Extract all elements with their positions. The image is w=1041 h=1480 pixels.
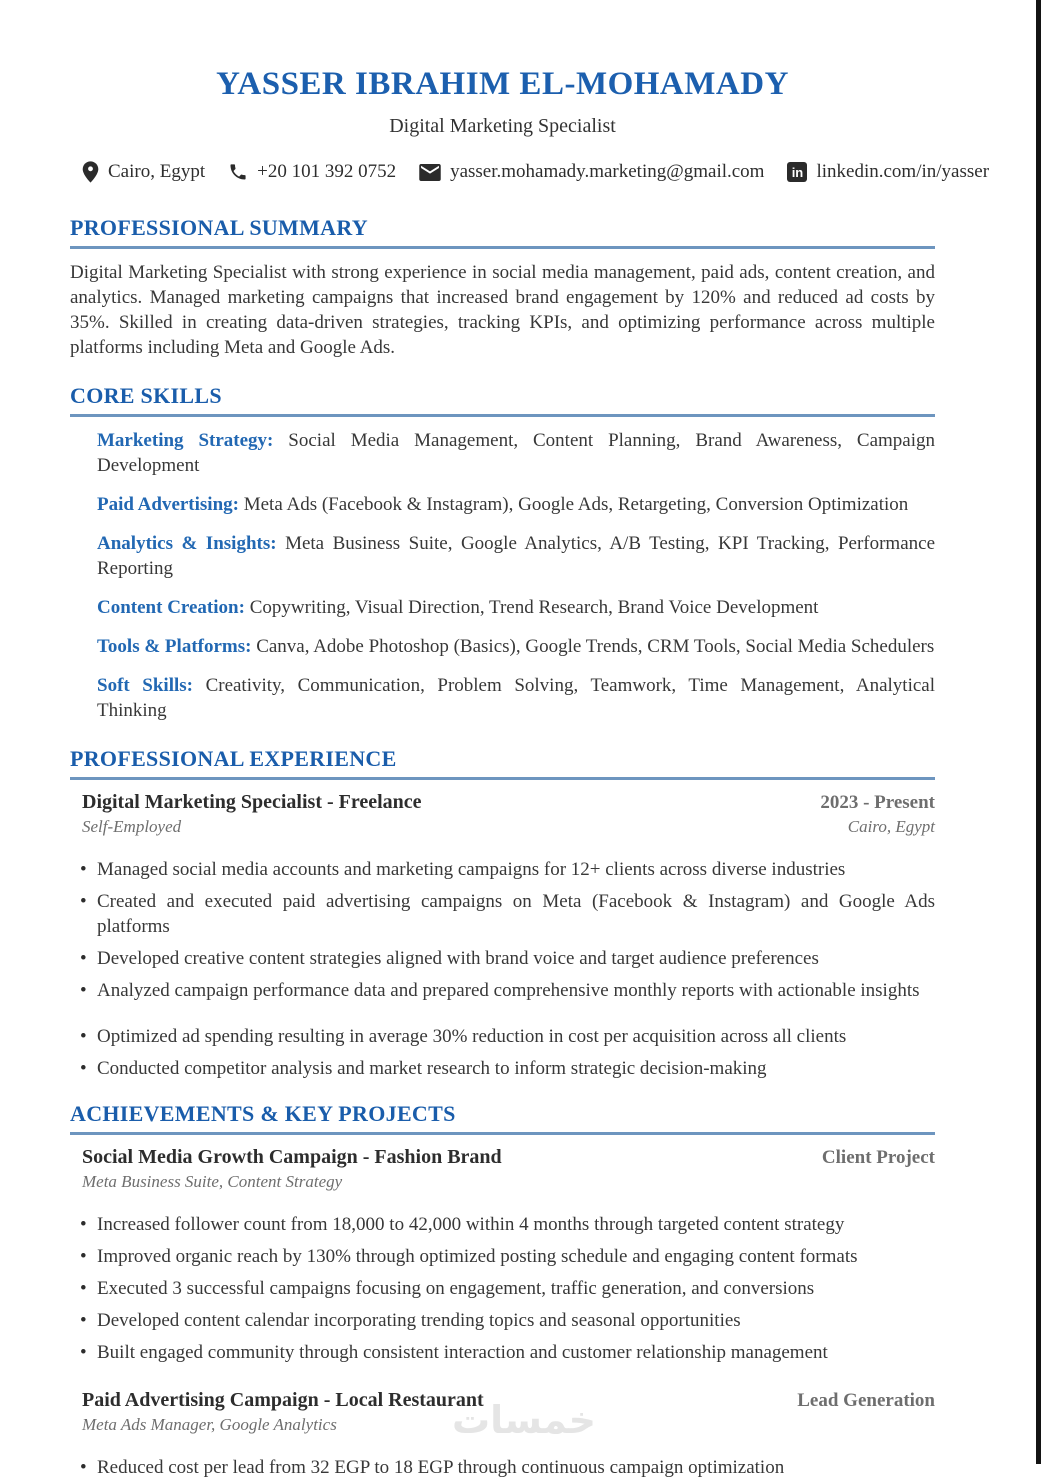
section-rule (70, 246, 935, 249)
skill-item-marketing-strategy (70, 428, 935, 478)
experience-bullet: • Conducted competitor analysis and market research to inform strategic decision-making (70, 1056, 935, 1081)
skill-item-content-creation (70, 595, 935, 620)
project-bullet: • Increased follower count from 18,000 to 42,000 within 4 months through targeted content strategy (70, 1212, 935, 1237)
contact-phone-text: +20 101 392 0752 (257, 161, 397, 183)
contact-row (82, 161, 990, 183)
project-entry-head (70, 1146, 935, 1169)
skill-text: Copywriting, Visual Direction, Trend Research, Brand Voice Development (249, 597, 819, 619)
project-bullet-list (70, 1212, 935, 1365)
experience-entry-sub (70, 817, 935, 837)
project-title: Social Media Growth Campaign - Fashion Brand (82, 1146, 502, 1169)
core-skills-heading: CORE SKILLS (70, 383, 222, 409)
skill-text: Social Media Management, Content Planning, Brand Awareness, Campaign Development (97, 430, 935, 477)
experience-bullet: • Optimized ad spending resulting in average 30% reduction in cost per acquisition across all clients (70, 1024, 935, 1049)
candidate-title: Digital Marketing Specialist (389, 115, 616, 138)
project-tools: Meta Ads Manager, Google Analytics (82, 1415, 337, 1435)
summary-text: Digital Marketing Specialist with strong experience in social media management, paid ads, content creation, and analytics. Managed marketing campaigns that increased brand engagement by 120% and reduced ad costs by 35%. Skilled in creating data-driven strategies, tracking KPIs, and optimizing performance across multiple platforms including Meta and Google Ads. (70, 262, 935, 359)
experience-entry-head (70, 791, 935, 814)
skill-text: Canva, Adobe Photoshop (Basics), Google Trends, CRM Tools, Social Media Schedulers (256, 636, 935, 658)
project-tag: Client Project (821, 1147, 935, 1169)
experience-bullet: • Developed creative content strategies aligned with brand voice and target audience preferences (70, 946, 935, 971)
skill-label: Soft Skills: (97, 675, 193, 697)
contact-email-text[interactable]: yasser.mohamady.marketing@gmail.com (450, 161, 765, 183)
project-entry-fashion-brand (70, 1146, 935, 1365)
experience-bullet: • Analyzed campaign performance data and prepared comprehensive monthly reports with actionable insights (70, 978, 935, 1003)
experience-bullet-list (70, 857, 935, 1081)
experience-bullet: • Created and executed paid advertising campaigns on Meta (Facebook & Instagram) and Google Ads platforms (70, 889, 935, 939)
page-right-edge (1036, 0, 1041, 1464)
phone-icon (228, 162, 248, 182)
section-rule (70, 777, 935, 780)
experience-entry (70, 791, 935, 1081)
section-rule (70, 1132, 935, 1135)
section-core-skills (70, 383, 935, 723)
skill-text: Meta Ads (Facebook & Instagram), Google Ads, Retargeting, Conversion Optimization (243, 494, 909, 516)
skill-text: Creativity, Communication, Problem Solving, Teamwork, Time Management, Analytical Thinking (97, 675, 935, 722)
skill-label: Tools & Platforms: (97, 636, 252, 658)
experience-entry-date: 2023 - Present (820, 792, 935, 814)
project-title: Paid Advertising Campaign - Local Restaurant (82, 1389, 484, 1412)
section-rule (70, 414, 935, 417)
project-entry-sub (70, 1172, 935, 1192)
section-professional-experience (70, 746, 935, 1081)
project-tools: Meta Business Suite, Content Strategy (82, 1172, 343, 1192)
experience-entry-location: Cairo, Egypt (847, 817, 935, 837)
achievements-heading: ACHIEVEMENTS & KEY PROJECTS (70, 1101, 456, 1127)
project-bullet: • Executed 3 successful campaigns focusing on engagement, traffic generation, and conversions (70, 1276, 935, 1301)
skill-item-soft-skills (70, 673, 935, 723)
contact-email[interactable] (419, 161, 764, 183)
skill-label: Analytics & Insights: (97, 533, 277, 555)
experience-heading: PROFESSIONAL EXPERIENCE (70, 746, 397, 772)
project-bullet: • Improved organic reach by 130% through optimized posting schedule and engaging content formats (70, 1244, 935, 1269)
skill-label: Content Creation: (97, 597, 245, 619)
skill-label: Marketing Strategy: (97, 430, 274, 452)
contact-linkedin-text[interactable]: linkedin.com/in/yasser (816, 161, 990, 183)
envelope-icon (419, 164, 441, 181)
khamsat-watermark: خمسات (452, 1398, 596, 1442)
skill-label: Paid Advertising: (97, 494, 239, 516)
experience-entry-employer: Self-Employed (82, 817, 182, 837)
linkedin-icon: in (787, 162, 807, 182)
skill-item-analytics-insights (70, 531, 935, 581)
summary-heading: PROFESSIONAL SUMMARY (70, 215, 368, 241)
resume-header (70, 66, 990, 183)
project-bullet: • Developed content calendar incorporating trending topics and seasonal opportunities (70, 1308, 935, 1333)
project-bullet: • Built engaged community through consistent interaction and customer relationship management (70, 1340, 935, 1365)
project-bullet: • Reduced cost per lead from 32 EGP to 18 EGP through continuous campaign optimization (70, 1455, 935, 1480)
skill-text: Meta Business Suite, Google Analytics, A/B Testing, KPI Tracking, Performance Reporting (97, 533, 936, 580)
skill-item-paid-advertising (70, 492, 935, 517)
skill-item-tools-platforms (70, 634, 935, 659)
contact-location (82, 161, 205, 183)
project-bullet-list (70, 1455, 935, 1480)
experience-bullet: • Managed social media accounts and marketing campaigns for 12+ clients across diverse industries (70, 857, 935, 882)
location-pin-icon (82, 161, 99, 183)
candidate-name: YASSER IBRAHIM EL-MOHAMADY (216, 66, 789, 102)
project-tag: Lead Generation (797, 1390, 935, 1412)
contact-phone (228, 161, 396, 183)
contact-location-text: Cairo, Egypt (108, 161, 206, 183)
section-professional-summary (70, 215, 935, 360)
contact-linkedin[interactable] (787, 161, 989, 183)
experience-entry-title: Digital Marketing Specialist - Freelance (82, 791, 422, 814)
